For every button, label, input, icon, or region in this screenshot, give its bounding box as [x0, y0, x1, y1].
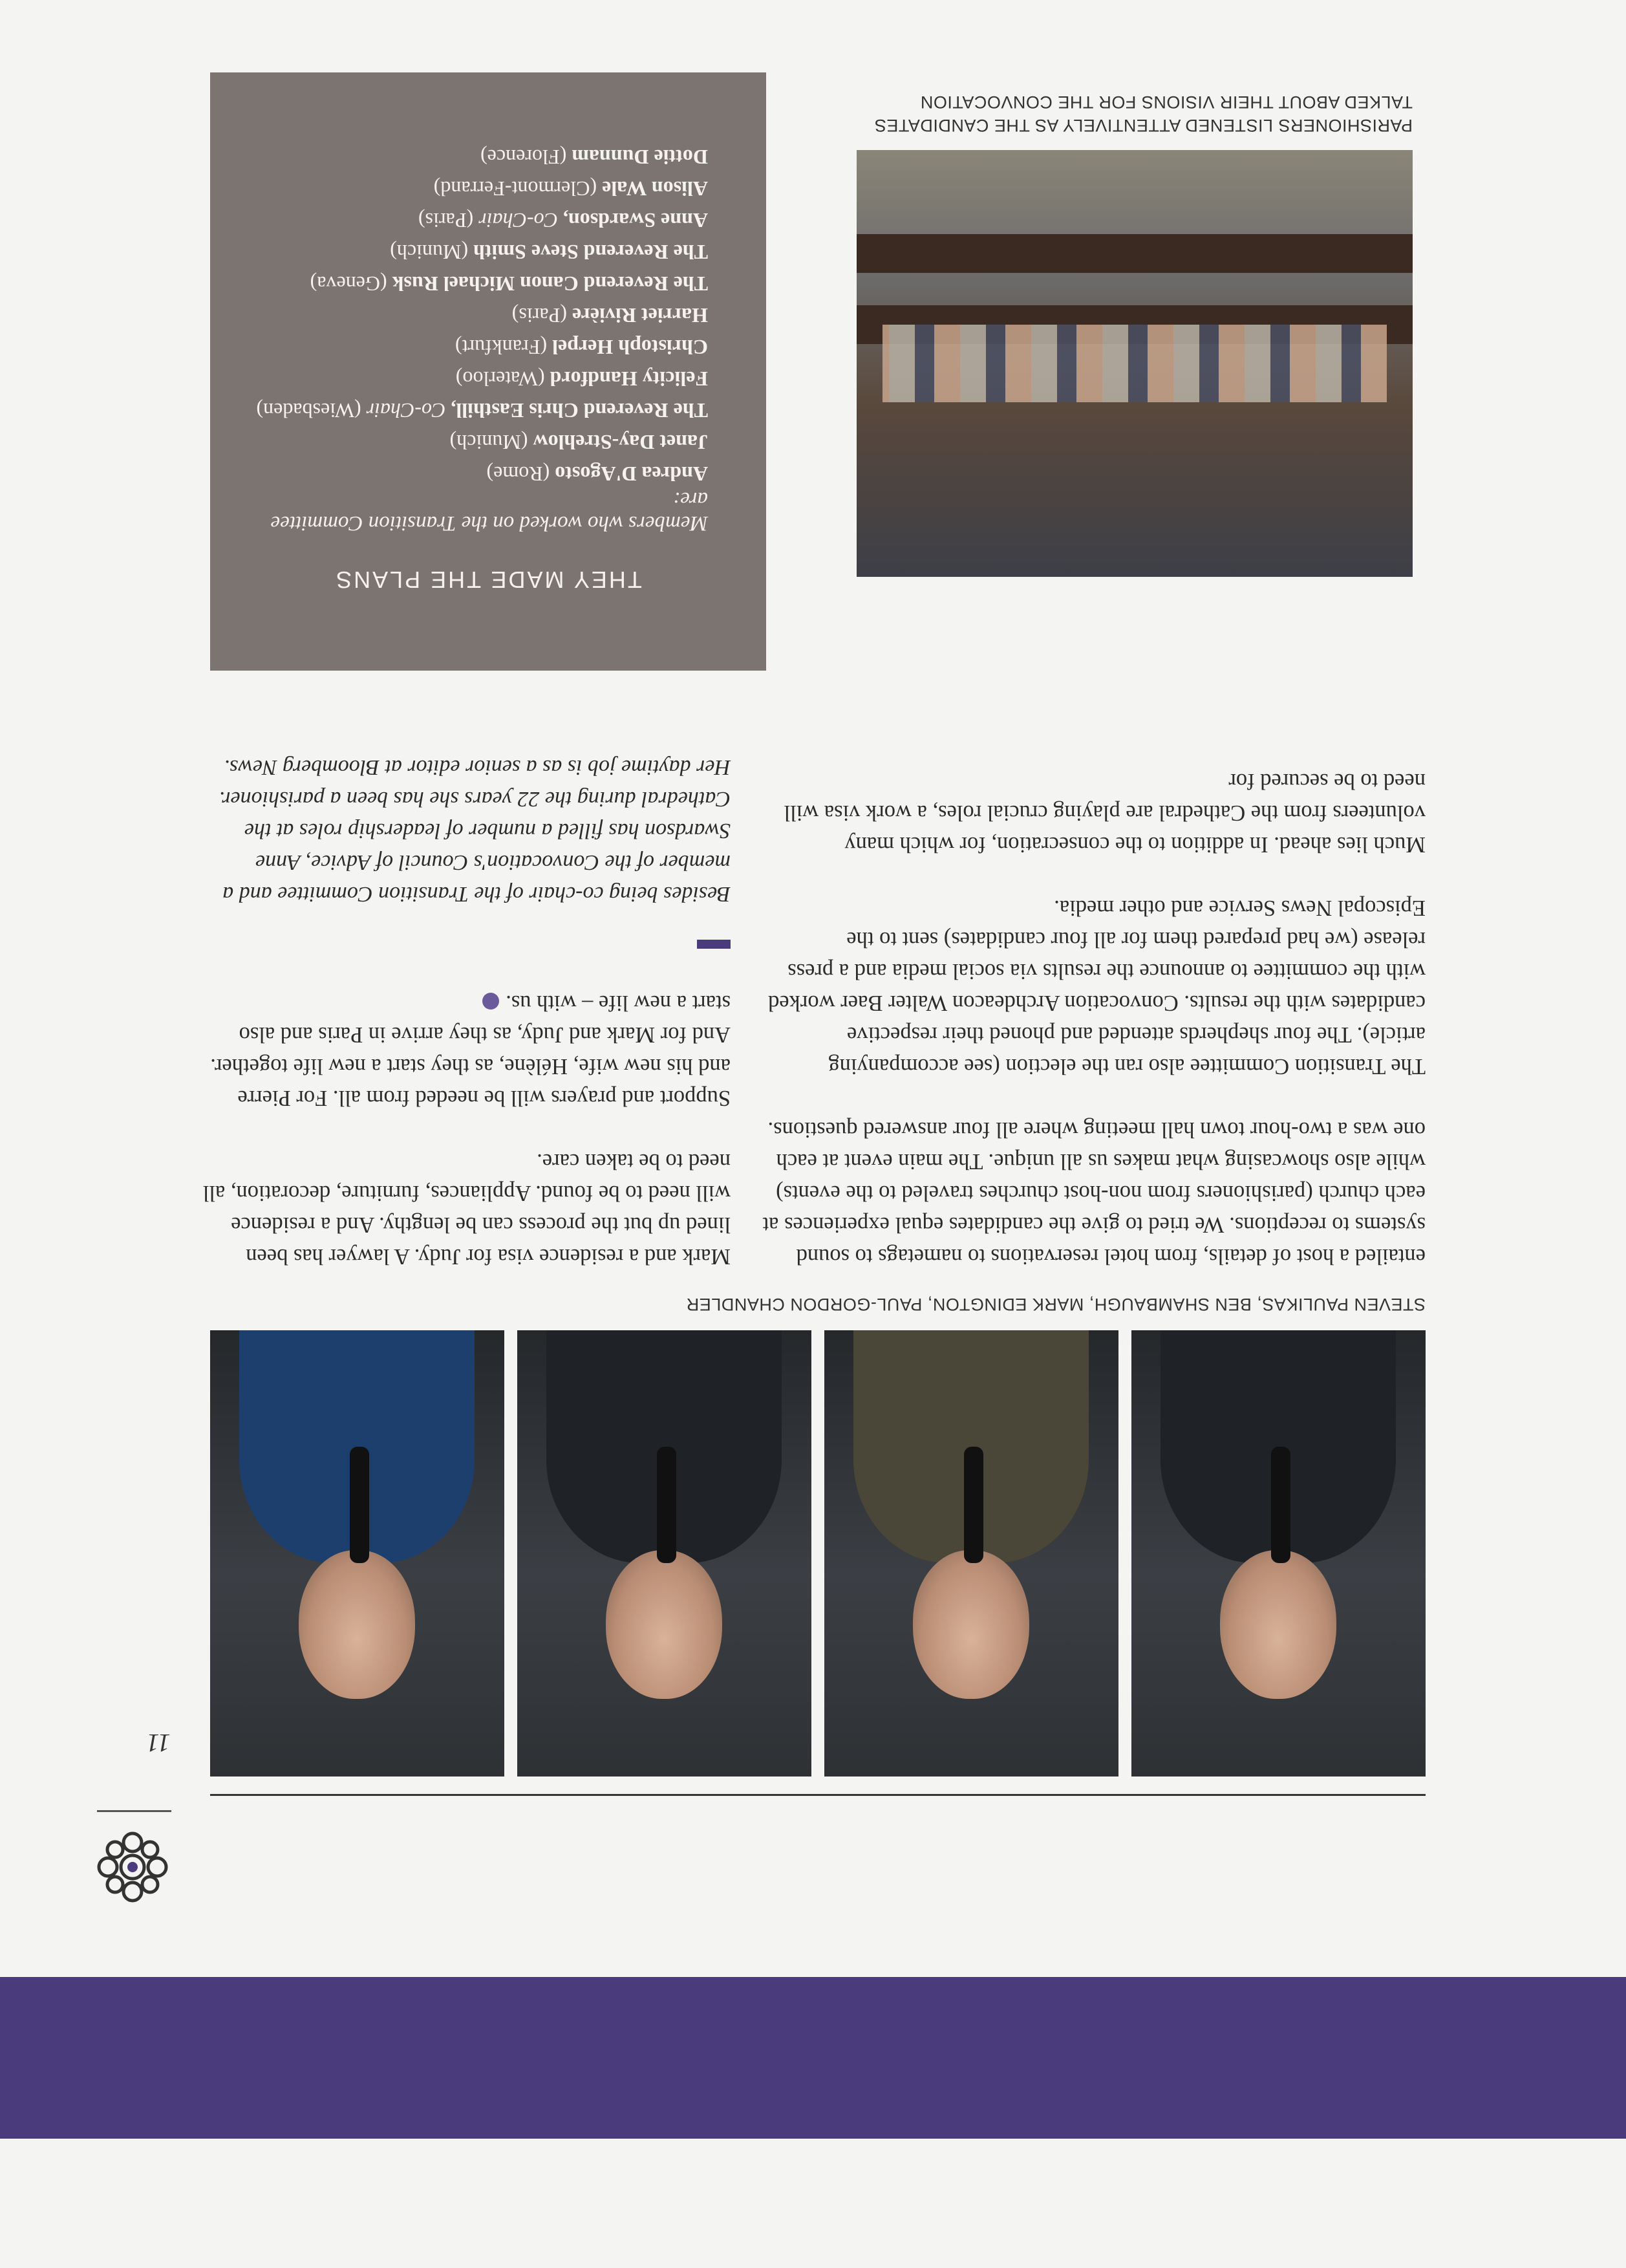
member-name: Janet Day-Strehlow	[533, 431, 708, 454]
committee-member	[242, 426, 708, 458]
member-name: Harriet Rivière	[572, 304, 708, 327]
member-name: The Reverend Chris Easthill,	[451, 399, 708, 422]
member-name: Alison Wale	[602, 177, 708, 200]
page-number: 11	[146, 1729, 171, 1758]
bio-divider	[697, 940, 731, 949]
member-name: Andrea D'Agosto	[555, 462, 708, 486]
member-location: (Rome)	[486, 462, 550, 486]
committee-member	[242, 204, 708, 236]
they-made-the-plans-box	[210, 72, 766, 671]
committee-member	[242, 236, 708, 268]
article-paragraph: entailed a host of details, from hotel reservations to nametags to sound systems to receptions. We tried to give the candidates equal experiences at each church (parishioners from non-host churches traveled to the events) while also showcasing what makes us all unique. The main event at each one was a two-hour town hall meeting where all four answered questions.	[762, 1118, 1426, 1269]
purple-header-band	[0, 1977, 1626, 2139]
member-location: (Waterloo)	[455, 367, 545, 391]
article-paragraph: The Transition Committee also ran the election (see accompanying article). The four shepherds attended and phoned their respective candidates with the results. Convocation Archdeacon Walter Baer worked with the committee to announce the results via social media and a press release (we had prepared them for all four candidates) sent to the Episcopal News Service and other media.	[768, 896, 1426, 1079]
member-name: Dottie Dunnam	[572, 146, 708, 169]
member-name: The Reverend Canon Michael Rusk	[392, 272, 708, 296]
article-column-left	[760, 765, 1426, 1272]
plans-title: THEY MADE THE PLANS	[334, 567, 642, 593]
congregation-photo	[857, 150, 1413, 577]
member-location: (Frankfurt)	[455, 336, 548, 359]
committee-member	[242, 141, 708, 173]
member-name: Christoph Herpel	[552, 336, 708, 359]
member-location: (Paris)	[418, 209, 474, 232]
photo-strip-caption: STEVEN PAULIKAS, BEN SHAMBAUGH, MARK EDINGTON, PAUL-GORDON CHANDLER	[686, 1295, 1426, 1314]
article-column-right	[200, 987, 731, 1272]
congregation-photo-caption: PARISHIONERS LISTENED ATTENTIVELY AS THE CANDIDATES TALKED ABOUT THEIR VISIONS FOR THE CONVOCATION	[874, 92, 1413, 135]
author-bio: Besides being co-chair of the Transition Committee and a member of the Convocation's Council of Advice, Anne Swardson has filled a number of leadership roles at the Cathedral during the 22 years she has been a parishioner. Her daytime job is as a senior editor at Bloomberg News.	[219, 755, 731, 906]
member-location: (Paris)	[511, 304, 568, 327]
article-paragraph-text: Support and prayers will be needed from all. For Pierre and his new wife, Hélène, as they start a new life together. And for Mark and Judy, as they arrive in Paris and also start a new life – with us.	[210, 991, 731, 1110]
committee-member	[242, 363, 708, 394]
committee-member	[242, 458, 708, 490]
member-location: (Florence)	[480, 146, 567, 169]
committee-member	[242, 299, 708, 331]
member-location: (Clermont-Ferrand)	[433, 177, 597, 200]
committee-member	[242, 331, 708, 363]
article-paragraph: Mark and a residence visa for Judy. A lawyer has been lined up but the process can be lengthy. And a residence will need to be found. Appliances, furniture, decoration, all need to be taken care.	[202, 1149, 731, 1269]
candidate-photo	[1131, 1330, 1426, 1777]
candidate-photo	[517, 1330, 811, 1777]
page-number-rule	[97, 1810, 171, 1812]
member-location: (Munich)	[449, 431, 528, 454]
member-location: (Munich)	[390, 241, 469, 264]
member-location: (Geneva)	[310, 272, 387, 296]
member-name: Anne Swardson,	[562, 209, 708, 232]
committee-member-list	[242, 141, 708, 490]
member-name: Felicity Handford	[550, 367, 708, 391]
member-role: Co-Chair	[478, 209, 558, 232]
header-rule	[210, 1794, 1426, 1796]
candidate-photo-strip	[210, 1330, 1426, 1777]
candidate-photo	[824, 1330, 1118, 1777]
convocation-logo-icon	[94, 1828, 171, 1906]
article-paragraph	[200, 987, 731, 1114]
committee-member	[242, 394, 708, 426]
plans-intro: Members who worked on the Transition Committee are:	[270, 488, 708, 535]
member-location: (Wiesbaden)	[256, 399, 361, 422]
member-role: Co-Chair	[366, 399, 446, 422]
committee-member	[242, 173, 708, 204]
article-paragraph: Much lies ahead. In addition to the consecration, for which many volunteers from the Cathedral are playing crucial roles, a work visa will need to be secured for	[784, 769, 1426, 857]
committee-member	[242, 268, 708, 299]
member-name: The Reverend Steve Smith	[473, 241, 708, 264]
candidate-photo	[210, 1330, 504, 1777]
end-of-article-icon	[482, 993, 499, 1010]
